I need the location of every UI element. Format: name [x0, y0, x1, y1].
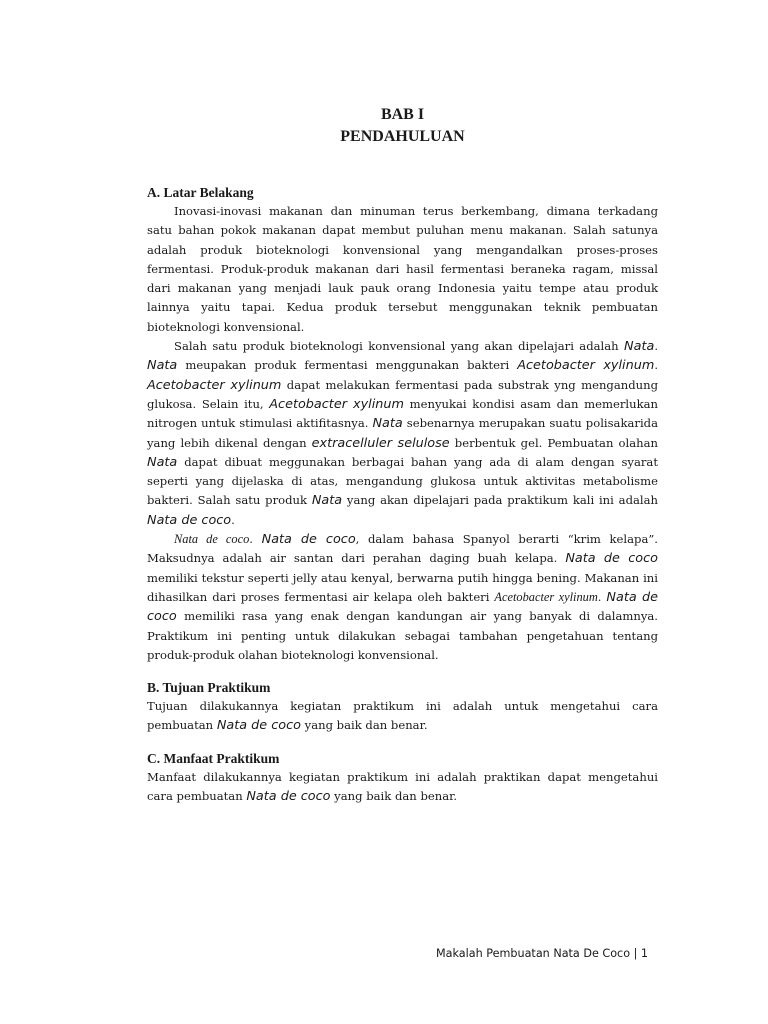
section-a-heading: A. Latar Belakang	[147, 185, 254, 200]
term-acetobacter-italic: Acetobacter xylinum	[494, 589, 598, 604]
term-nata: Nata	[624, 339, 655, 355]
term-nata-de-coco-italic: Nata de coco	[174, 532, 250, 547]
term-nata: Nata	[147, 454, 178, 470]
term-nata-de-coco: Nata de coco	[565, 551, 658, 567]
chapter-number: BAB I	[380, 106, 425, 123]
term-nata-de-coco: Nata de coco	[216, 718, 301, 734]
term-nata-de-coco: Nata de coco	[147, 512, 232, 528]
term-nata: Nata	[147, 358, 178, 374]
section-a-paragraph-2: Salah satu produk bioteknologi konvensional yang akan dipelajari adalah Nata. Nata meupakan produk fermentasi menggunakan bakteri Acetobacter xylinum. Acetobacter xylinum dapat melakukan fermentasi pada substrak yng mengandung glukosa. Selain itu, Acetobacter xylinum menyukai kondisi asam dan memerlukan nitrogen untuk stimulasi aktifitasnya. Nata sebenarnya merupakan suatu polisakarida yang lebih dikenal dengan extracelluler selulose berbentuk gel. Pembuatan olahan Nata dapat dibuat meggunakan berbagai bahan yang ada di alam dengan syarat seperti yang dijelaska di atas, mengandung glukosa untuk aktivitas metabolisme bakteri. Salah satu produk Nata yang akan dipelajari pada praktikum kali ini adalah Nata de coco.	[147, 339, 658, 528]
term-acetobacter: Acetobacter xylinum	[147, 377, 282, 393]
section-a-paragraph-1: Inovasi-inovasi makanan dan minuman terus berkembang, dimana terkadang satu bahan pokok makanan dapat membut puluhan menu makanan. Salah satunya adalah produk bioteknologi konvensional yang mengandalkan proses-proses fermentasi. Produk-produk makanan dari hasil fermentasi beraneka ragam, missal dari makanan yang menjadi lauk pauk orang Indonesia yaitu tempe atau produk lainnya yaitu tapai. Kedua produk tersebut menggunakan teknik pembuatan bioteknologi konvensional.	[147, 204, 658, 334]
section-a-paragraph-3: Nata de coco. Nata de coco, dalam bahasa Spanyol berarti “krim kelapa”. Maksudnya adalah air santan dari perahan daging buah kelapa. Nata de coco memiliki tekstur seperti jelly atau kenyal, berwarna putih hingga bening. Makanan ini dihasilkan dari proses fermentasi air kelapa oleh bakteri Acetobacter xylinum. Nata de coco memiliki rasa yang enak dengan kandungan air yang banyak di dalamnya. Praktikum ini penting untuk dilakukan sebagai tambahan pengetahuan tentang produk-produk olahan bioteknologi konvensional.	[147, 532, 658, 662]
term-nata: Nata	[311, 493, 343, 509]
term-acetobacter: Acetobacter xylinum	[269, 396, 404, 412]
page-content	[147, 104, 658, 806]
section-b-heading: B. Tujuan Praktikum	[147, 680, 271, 696]
term-nata-de-coco: Nata de coco	[246, 789, 331, 805]
term-extracelluler: extracelluler selulose	[311, 435, 450, 451]
chapter-title: PENDAHULUAN	[340, 128, 465, 145]
page-footer: Makalah Pembuatan Nata De Coco | 1	[436, 947, 649, 960]
section-c-heading: C. Manfaat Praktikum	[147, 750, 280, 766]
section-b-paragraph: Tujuan dilakukannya kegiatan praktikum ini adalah untuk mengetahui cara pembuatan Nata de coco yang baik dan benar.	[147, 699, 658, 734]
term-nata: Nata	[372, 416, 403, 432]
section-c-paragraph: Manfaat dilakukannya kegiatan praktikum ini adalah praktikan dapat mengetahui cara pembuatan Nata de coco yang baik dan benar.	[147, 769, 658, 805]
term-acetobacter: Acetobacter xylinum	[517, 358, 655, 374]
term-nata-de-coco: Nata de coco	[261, 532, 356, 548]
term-nata-de-coco: Nata de coco	[147, 589, 658, 625]
